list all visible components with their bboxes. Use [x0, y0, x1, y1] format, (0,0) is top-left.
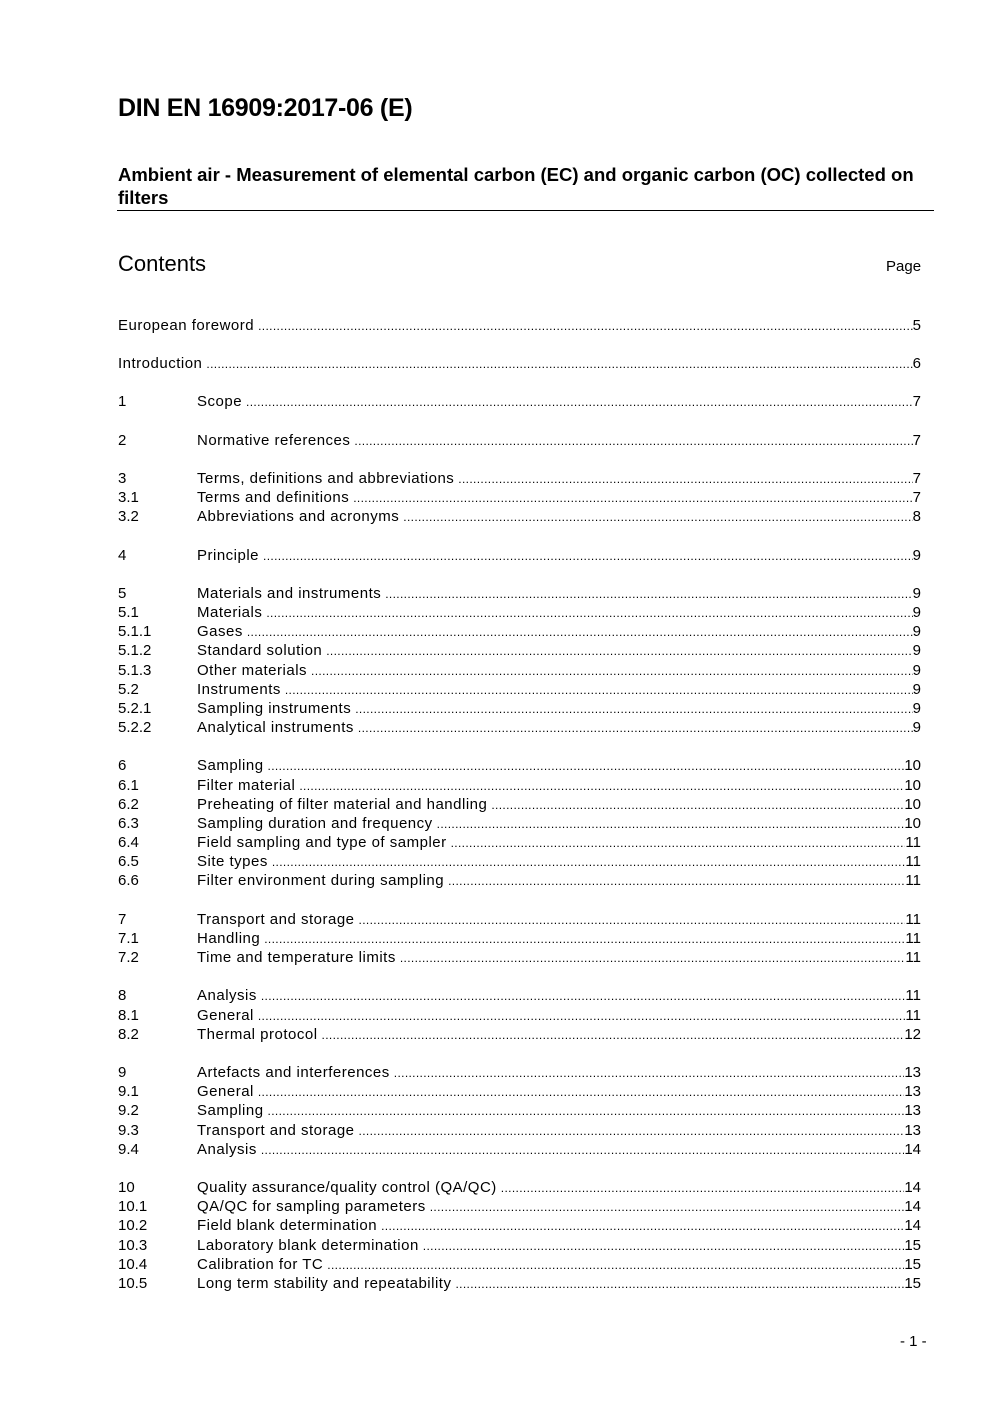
toc-entry-title: Transport and storage — [197, 1122, 355, 1139]
toc-entry[interactable] — [118, 603, 921, 622]
toc-entry-number: 10.3 — [118, 1237, 148, 1254]
toc-entry-page: 9 — [912, 585, 921, 602]
toc-entry[interactable] — [118, 1236, 921, 1255]
document-title: Ambient air - Measurement of elemental carbon (EC) and organic carbon (OC) collected on filters — [118, 164, 914, 208]
toc-entry-number: 9.3 — [118, 1122, 139, 1139]
toc-dot-leader — [311, 662, 913, 681]
toc-entry-number: 7.1 — [118, 930, 139, 947]
toc-entry-title: Sampling — [197, 1102, 264, 1119]
toc-entry-number: 2 — [118, 432, 127, 449]
toc-entry-number: 6.1 — [118, 777, 139, 794]
toc-dot-leader — [285, 681, 913, 700]
toc-entry-page: 9 — [912, 719, 921, 736]
toc-entry[interactable] — [118, 833, 921, 852]
toc-entry-page: 7 — [912, 489, 921, 506]
toc-entry[interactable] — [118, 1025, 921, 1044]
toc-dot-leader — [430, 1198, 905, 1217]
toc-entry-number: 8.2 — [118, 1026, 139, 1043]
toc-dot-leader — [299, 777, 904, 796]
toc-entry-title: Scope — [197, 393, 243, 410]
toc-entry-title: Principle — [197, 547, 260, 564]
toc-entry-number: 5.2.1 — [118, 700, 152, 717]
toc-entry-title: Preheating of filter material and handling — [197, 796, 488, 813]
toc-dot-leader — [491, 796, 904, 815]
toc-dot-leader — [448, 872, 905, 891]
toc-entry-number: 7.2 — [118, 949, 139, 966]
toc-entry-page: 14 — [904, 1179, 921, 1196]
toc-entry-title: Terms, definitions and abbreviations — [197, 470, 455, 487]
toc-entry-title: General — [197, 1007, 254, 1024]
toc-entry-number: 3.2 — [118, 508, 139, 525]
toc-entry-page: 13 — [904, 1083, 921, 1100]
toc-entry-page: 14 — [904, 1141, 921, 1158]
toc-dot-leader — [268, 757, 905, 776]
toc-entry-number: 6.5 — [118, 853, 139, 870]
toc-entry-title: Analysis — [197, 1141, 257, 1158]
toc-entry-title: Field sampling and type of sampler — [197, 834, 447, 851]
toc-entry-page: 15 — [904, 1256, 921, 1273]
toc-entry-number: 9.1 — [118, 1083, 139, 1100]
toc-entry-page: 11 — [905, 911, 921, 928]
toc-entry-number: 10.4 — [118, 1256, 148, 1273]
toc-entry[interactable] — [118, 680, 921, 699]
toc-dot-leader — [264, 930, 905, 949]
toc-dot-leader — [455, 1275, 904, 1294]
toc-entry-page: 11 — [905, 930, 921, 947]
toc-entry-page: 10 — [904, 796, 921, 813]
toc-dot-leader — [327, 1256, 904, 1275]
toc-dot-leader — [403, 508, 912, 527]
toc-entry[interactable] — [118, 1197, 921, 1216]
toc-entry[interactable] — [118, 1006, 921, 1025]
toc-dot-leader — [261, 1141, 904, 1160]
toc-dot-leader — [247, 623, 913, 642]
toc-entry-number: 10.5 — [118, 1275, 148, 1292]
toc-entry-title: Materials and instruments — [197, 585, 382, 602]
toc-entry-page: 10 — [904, 757, 921, 774]
toc-entry[interactable] — [118, 488, 921, 507]
toc-entry-title: Calibration for TC — [197, 1256, 324, 1273]
toc-entry-title: Artefacts and interferences — [197, 1064, 390, 1081]
toc-entry-title: European foreword — [118, 317, 255, 334]
toc-entry-number: 5.1 — [118, 604, 139, 621]
toc-entry-number: 3.1 — [118, 489, 139, 506]
toc-entry-title: Sampling instruments — [197, 700, 352, 717]
toc-entry-page: 7 — [912, 393, 921, 410]
toc-entry-number: 5.2 — [118, 681, 139, 698]
toc-entry-page: 13 — [904, 1122, 921, 1139]
toc-entry-number: 7 — [118, 911, 127, 928]
toc-dot-leader — [381, 1217, 904, 1236]
toc-entry-title: Terms and definitions — [197, 489, 350, 506]
toc-entry-number: 8 — [118, 987, 127, 1004]
toc-entry-page: 11 — [905, 872, 921, 889]
toc-entry-title: General — [197, 1083, 254, 1100]
toc-dot-leader — [501, 1179, 905, 1198]
toc-dot-leader — [353, 489, 912, 508]
toc-dot-leader — [423, 1237, 905, 1256]
toc-entry-number: 10 — [118, 1179, 135, 1196]
toc-entry-title: Gases — [197, 623, 243, 640]
toc-dot-leader — [263, 547, 913, 566]
toc-entry[interactable] — [118, 718, 921, 737]
toc-entry-page: 14 — [904, 1198, 921, 1215]
toc-entry-title: Normative references — [197, 432, 351, 449]
toc-dot-leader — [354, 432, 912, 451]
toc-entry-number: 6.3 — [118, 815, 139, 832]
page-column-label: Page — [886, 258, 922, 275]
toc-entry[interactable] — [118, 756, 921, 775]
toc-entry[interactable] — [118, 507, 921, 526]
toc-dot-leader — [359, 911, 906, 930]
toc-entry-title: Filter material — [197, 777, 296, 794]
toc-dot-leader — [272, 853, 906, 872]
toc-entry[interactable] — [118, 1255, 921, 1274]
toc-entry-title: Analysis — [197, 987, 257, 1004]
toc-entry-title: Transport and storage — [197, 911, 355, 928]
toc-entry-number: 9.2 — [118, 1102, 139, 1119]
toc-entry-page: 11 — [905, 834, 921, 851]
toc-entry-title: Introduction — [118, 355, 203, 372]
toc-entry-number: 9.4 — [118, 1141, 139, 1158]
toc-entry-page: 9 — [912, 662, 921, 679]
toc-entry-page: 11 — [905, 949, 921, 966]
toc-entry-number: 4 — [118, 547, 127, 564]
toc-entry[interactable] — [118, 910, 921, 929]
toc-entry[interactable] — [118, 1063, 921, 1082]
toc-entry-number: 5.1.3 — [118, 662, 152, 679]
toc-dot-leader — [394, 1064, 905, 1083]
toc-entry-number: 6 — [118, 757, 127, 774]
toc-entry-page: 7 — [912, 432, 921, 449]
toc-entry-number: 5.1.2 — [118, 642, 152, 659]
toc-entry[interactable] — [118, 871, 921, 890]
page-number: - 1 - — [900, 1333, 927, 1350]
toc-entry-page: 9 — [912, 681, 921, 698]
toc-entry[interactable] — [118, 948, 921, 967]
toc-entry[interactable] — [118, 1082, 921, 1101]
toc-entry[interactable] — [118, 814, 921, 833]
toc-entry-title: Standard solution — [197, 642, 323, 659]
toc-entry-number: 6.4 — [118, 834, 139, 851]
toc-entry-title: Analytical instruments — [197, 719, 354, 736]
toc-dot-leader — [268, 1102, 905, 1121]
toc-dot-leader — [206, 355, 912, 374]
toc-entry-title: QA/QC for sampling parameters — [197, 1198, 426, 1215]
toc-entry-page: 13 — [904, 1102, 921, 1119]
toc-entry-page: 9 — [912, 700, 921, 717]
toc-dot-leader — [400, 949, 906, 968]
toc-entry-title: Filter environment during sampling — [197, 872, 445, 889]
toc-entry-page: 9 — [912, 547, 921, 564]
toc-entry[interactable] — [118, 1216, 921, 1235]
toc-entry-number: 5 — [118, 585, 127, 602]
toc-entry[interactable] — [118, 795, 921, 814]
toc-entry-title: Laboratory blank determination — [197, 1237, 419, 1254]
toc-entry[interactable] — [118, 354, 921, 373]
toc-entry-page: 10 — [904, 815, 921, 832]
toc-dot-leader — [355, 700, 912, 719]
title-divider — [117, 210, 934, 211]
toc-entry-page: 11 — [905, 853, 921, 870]
toc-entry[interactable] — [118, 546, 921, 565]
toc-entry[interactable] — [118, 584, 921, 603]
toc-entry-number: 1 — [118, 393, 127, 410]
toc-entry-number: 10.1 — [118, 1198, 148, 1215]
toc-entry-page: 15 — [904, 1237, 921, 1254]
toc-entry-title: Quality assurance/quality control (QA/QC) — [197, 1179, 497, 1196]
toc-entry-page: 15 — [904, 1275, 921, 1292]
toc-dot-leader — [437, 815, 905, 834]
toc-entry-number: 6.6 — [118, 872, 139, 889]
toc-entry-title: Handling — [197, 930, 261, 947]
toc-entry-title: Materials — [197, 604, 263, 621]
toc-entry-title: Time and temperature limits — [197, 949, 396, 966]
toc-dot-leader — [458, 470, 912, 489]
toc-entry-page: 14 — [904, 1217, 921, 1234]
contents-heading: Contents — [118, 251, 207, 276]
toc-entry-page: 5 — [912, 317, 921, 334]
toc-entry[interactable] — [118, 392, 921, 411]
toc-dot-leader — [322, 1026, 905, 1045]
toc-entry[interactable] — [118, 986, 921, 1005]
toc-dot-leader — [261, 987, 906, 1006]
toc-entry[interactable] — [118, 661, 921, 680]
toc-entry[interactable] — [118, 776, 921, 795]
toc-dot-leader — [246, 393, 913, 412]
toc-entry[interactable] — [118, 929, 921, 948]
toc-entry-page: 8 — [912, 508, 921, 525]
toc-entry-page: 13 — [904, 1064, 921, 1081]
toc-entry-page: 9 — [912, 604, 921, 621]
toc-dot-leader — [258, 1083, 904, 1102]
toc-entry-page: 12 — [904, 1026, 921, 1043]
toc-entry-number: 5.1.1 — [118, 623, 152, 640]
toc-entry-number: 3 — [118, 470, 127, 487]
toc-dot-leader — [358, 719, 913, 738]
toc-entry-page: 9 — [912, 623, 921, 640]
toc-entry-title: Long term stability and repeatability — [197, 1275, 452, 1292]
toc-entry-title: Other materials — [197, 662, 308, 679]
toc-entry[interactable] — [118, 1274, 921, 1293]
toc-entry-page: 7 — [912, 470, 921, 487]
toc-entry[interactable] — [118, 316, 921, 335]
toc-entry[interactable] — [118, 1101, 921, 1120]
toc-entry-title: Sampling duration and frequency — [197, 815, 433, 832]
toc-entry-number: 9 — [118, 1064, 127, 1081]
toc-dot-leader — [258, 1007, 906, 1026]
toc-entry[interactable] — [118, 469, 921, 488]
toc-dot-leader — [258, 317, 913, 336]
toc-dot-leader — [266, 604, 912, 623]
toc-entry[interactable] — [118, 641, 921, 660]
toc-entry-page: 6 — [912, 355, 921, 372]
toc-entry-page: 11 — [905, 1007, 921, 1024]
toc-entry[interactable] — [118, 431, 921, 450]
toc-entry-title: Instruments — [197, 681, 281, 698]
toc-entry-title: Abbreviations and acronyms — [197, 508, 400, 525]
toc-entry-number: 10.2 — [118, 1217, 148, 1234]
toc-dot-leader — [326, 642, 912, 661]
toc-entry-page: 9 — [912, 642, 921, 659]
toc-entry-number: 5.2.2 — [118, 719, 152, 736]
toc-dot-leader — [451, 834, 906, 853]
document-id: DIN EN 16909:2017-06 (E) — [118, 94, 413, 122]
toc-entry[interactable] — [118, 699, 921, 718]
toc-entry-number: 6.2 — [118, 796, 139, 813]
toc-entry[interactable] — [118, 1140, 921, 1159]
toc-dot-leader — [359, 1122, 905, 1141]
toc-entry-page: 11 — [905, 987, 921, 1004]
toc-entry-title: Sampling — [197, 757, 264, 774]
toc-dot-leader — [385, 585, 912, 604]
toc-entry-title: Thermal protocol — [197, 1026, 318, 1043]
toc-entry-number: 8.1 — [118, 1007, 139, 1024]
toc-entry[interactable] — [118, 852, 921, 871]
toc-entry-page: 10 — [904, 777, 921, 794]
toc-entry[interactable] — [118, 1121, 921, 1140]
toc-entry[interactable] — [118, 622, 921, 641]
toc-entry-title: Site types — [197, 853, 268, 870]
toc-entry-title: Field blank determination — [197, 1217, 378, 1234]
toc-entry[interactable] — [118, 1178, 921, 1197]
